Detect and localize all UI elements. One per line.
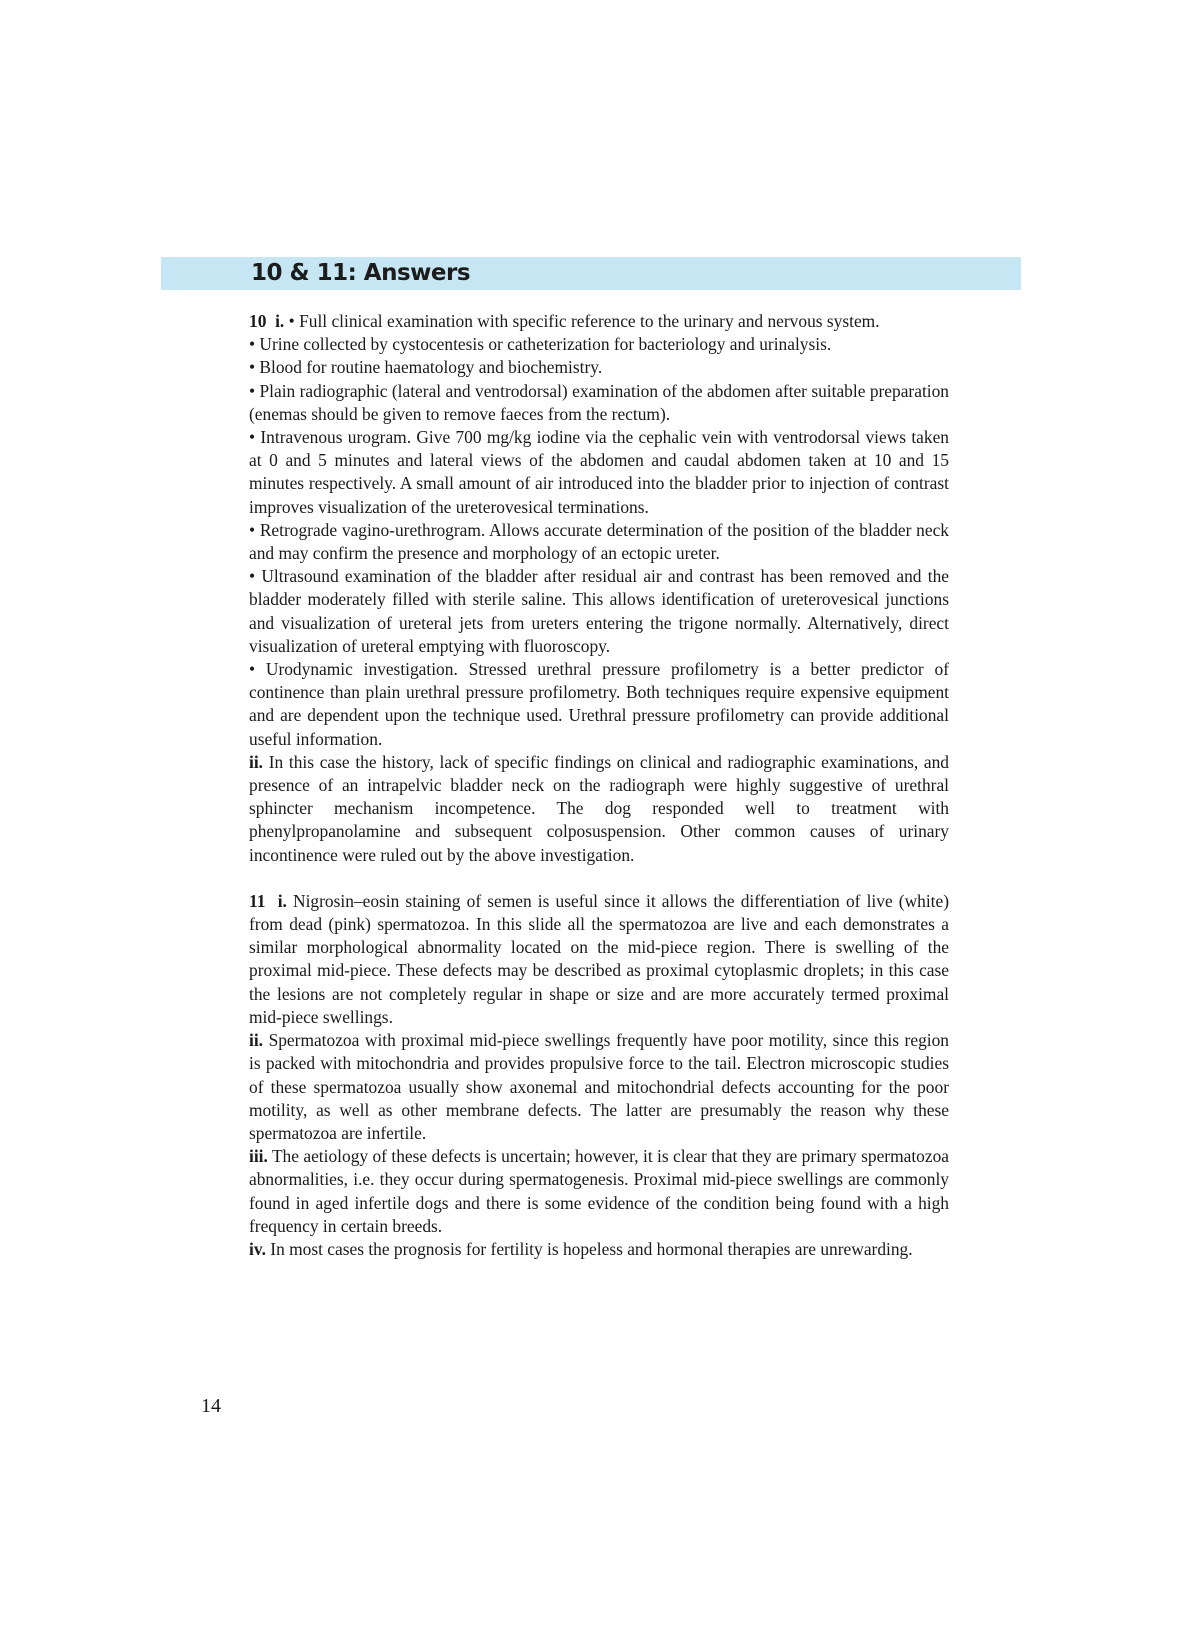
q11-part-ii-text: Spermatozoa with proximal mid-piece swellings frequently have poor motility, since this region is packed with mitochondria and provides propulsive force to the tail. Electron microscopic studies of these spermatozoa usually show axonemal and mitochondrial defects accounting for the poor motility, as well as other membrane defects. The latter are presumably the reason why these spermatozoa are infertile. bbox=[249, 1030, 949, 1143]
q11-part-i bbox=[249, 890, 949, 1029]
q11-part-ii bbox=[249, 1029, 949, 1145]
q10-bullet-radiography: • Plain radiographic (lateral and ventrodorsal) examination of the abdomen after suitable preparation (enemas should be given to remove faeces from the rectum). bbox=[249, 380, 949, 424]
q10-part-i-label: i. bbox=[275, 311, 285, 331]
q10-part-ii-text: In this case the history, lack of specific findings on clinical and radiographic examinations, and presence of an intrapelvic bladder neck on the radiograph were highly suggestive of urethral sphincter mechanism incompetence. The dog responded well to treatment with phenylpropanolamine and subsequent colposuspension. Other common causes of urinary incontinence were ruled out by the above investigation. bbox=[249, 751, 949, 865]
q11-part-iv-text: In most cases the prognosis for fertility is hopeless and hormonal therapies are unrewarding. bbox=[270, 1238, 913, 1259]
q11-part-ii-label: ii. bbox=[249, 1030, 264, 1051]
q11-part-iv-label: iv. bbox=[249, 1238, 266, 1259]
q11-part-i-label: i. bbox=[277, 890, 287, 911]
q10-part-i-text: • Full clinical examination with specific reference to the urinary and nervous system. bbox=[288, 311, 880, 331]
paragraph-gap bbox=[249, 867, 949, 890]
q11-number: 11 bbox=[249, 890, 266, 911]
section-header-band bbox=[161, 257, 1021, 290]
q10-bullet-urogram: • Intravenous urogram. Give 700 mg/kg iodine via the cephalic vein with ventrodorsal views taken at 0 and 5 minutes and lateral views of the abdomen and caudal abdomen taken at 10 and 15 minutes respectively. A small amount of air introduced into the bladder prior to injection of contrast improves visualization of the ureterovesical terminations. bbox=[249, 427, 949, 517]
answers-body bbox=[249, 310, 949, 1261]
section-title: 10 & 11: Answers bbox=[251, 260, 471, 286]
q11-part-i-text: Nigrosin–eosin staining of semen is useful since it allows the differentiation of live (white) from dead (pink) spermatozoa. In this slide all the spermatozoa are live and each demonstrates a similar morphological abnormality located on the mid-piece region. There is swelling of the proximal mid-piece. These defects may be described as proximal cytoplasmic droplets; in this case the lesions are not completely regular in shape or size and are more accurately termed proximal mid-piece swellings. bbox=[249, 890, 950, 1027]
q11-part-iii-text: The aetiology of these defects is uncertain; however, it is clear that they are primary spermatozoa abnormalities, i.e. they occur during spermatogenesis. Proximal mid-piece swellings are commonly found in aged infertile dogs and there is some evidence of the condition being found with a high frequency in certain breeds. bbox=[249, 1146, 949, 1236]
q11-part-iii bbox=[249, 1145, 949, 1238]
q10-bullet-urethrogram: • Retrograde vagino-urethrogram. Allows accurate determination of the position of the bladder neck and may confirm the presence and morphology of an ectopic ureter. bbox=[249, 519, 949, 564]
q10-bullet-urodynamic: • Urodynamic investigation. Stressed urethral pressure profilometry is a better predictor of continence than plain urethral pressure profilometry. Both techniques require expensive equipment and are dependent upon the technique used. Urethral pressure profilometry can provide additional useful information. bbox=[249, 659, 949, 749]
q10-part-i bbox=[249, 310, 949, 333]
q10-part-ii bbox=[249, 751, 949, 867]
page-number: 14 bbox=[201, 1395, 221, 1417]
q10-bullet-blood: • Blood for routine haematology and biochemistry. bbox=[249, 357, 603, 378]
q10-number: 10 bbox=[249, 311, 267, 331]
q10-bullet-ultrasound: • Ultrasound examination of the bladder after residual air and contrast has been removed and the bladder moderately filled with sterile saline. This allows identification of ureterovesical junctions and visualization of ureteral jets from ureters entering the trigone normally. Alternatively, direct visualization of ureteral emptying with fluoroscopy. bbox=[249, 566, 949, 656]
q11-part-iii-label: iii. bbox=[249, 1146, 268, 1167]
q11-part-iv bbox=[249, 1238, 949, 1261]
q10-bullet-urine: • Urine collected by cystocentesis or catheterization for bacteriology and urinalysis. bbox=[249, 334, 832, 355]
q10-part-ii-label: ii. bbox=[249, 751, 264, 772]
